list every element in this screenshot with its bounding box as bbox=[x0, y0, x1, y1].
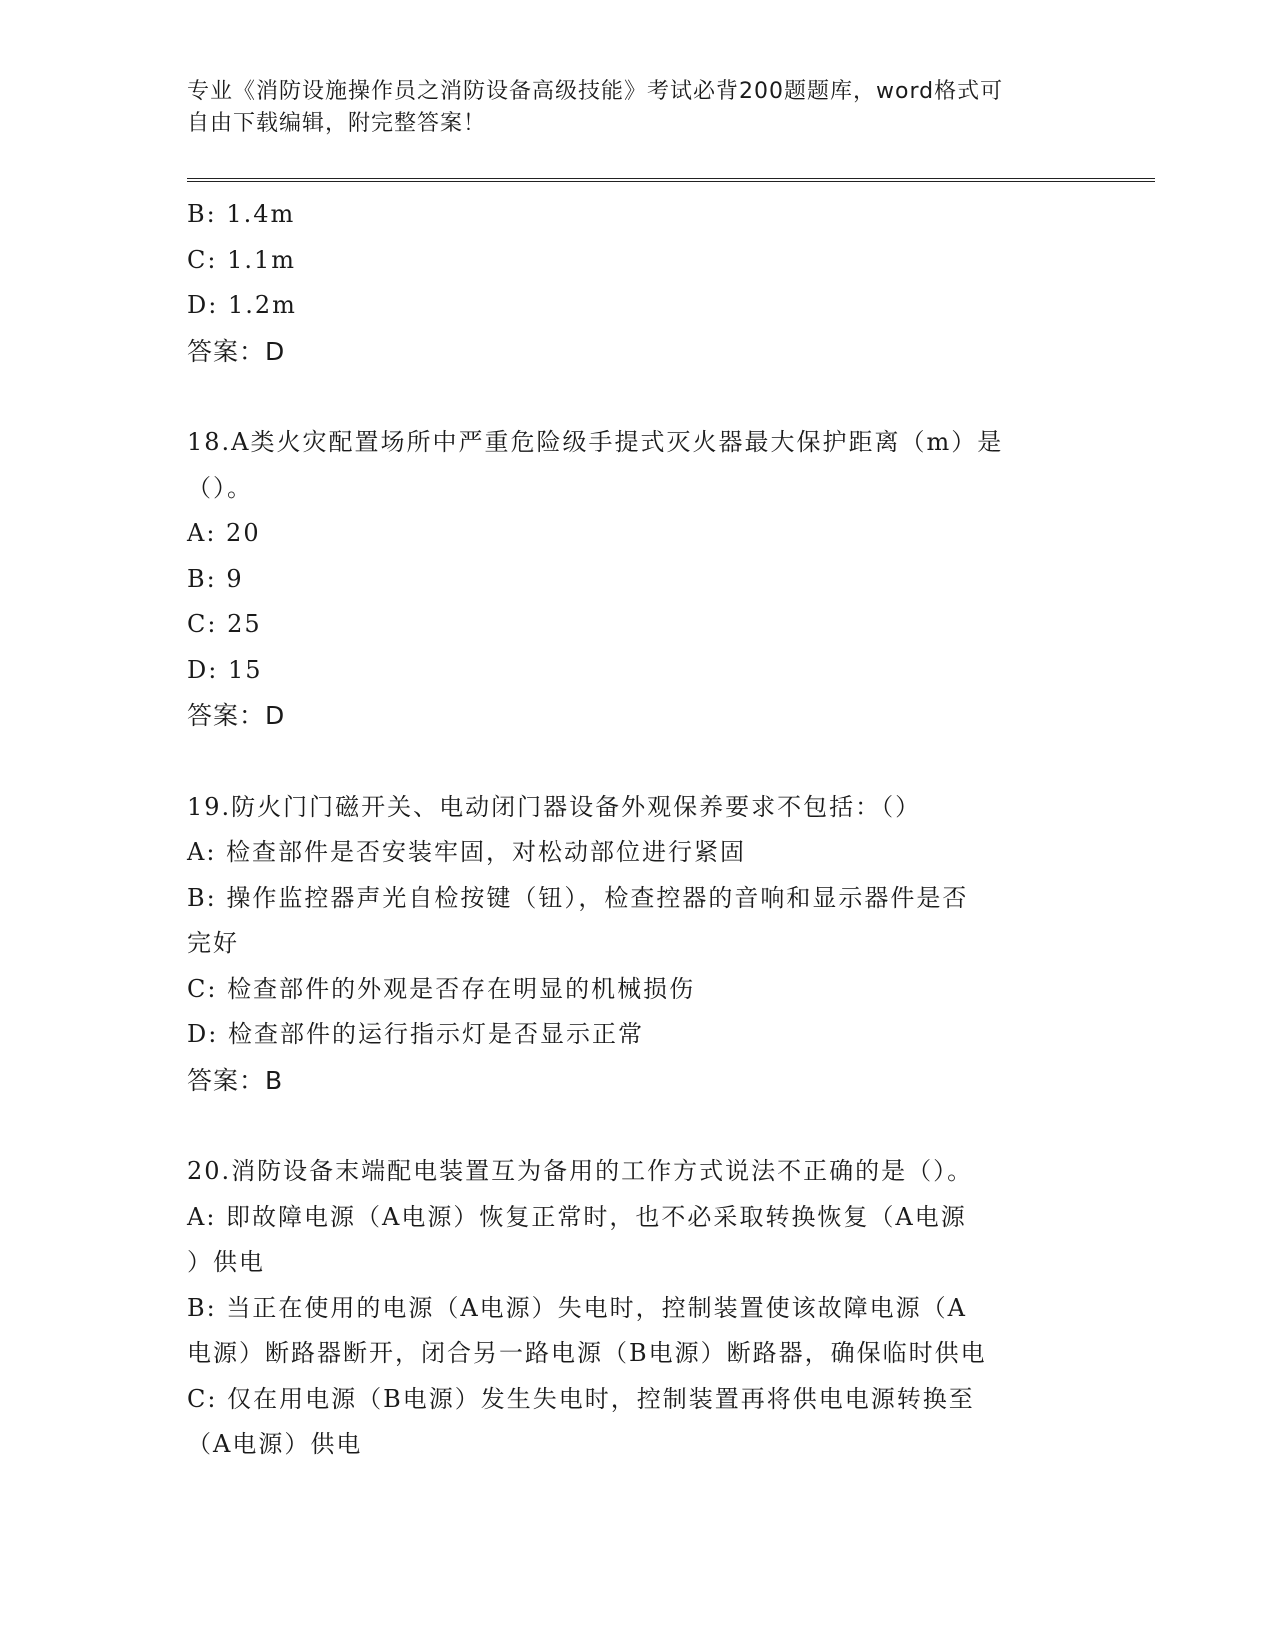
document-body bbox=[187, 192, 1087, 1468]
q18-option-d: D: 15 bbox=[187, 655, 263, 684]
q18-stem-line-1: 18.A类火灾配置场所中严重危险级手提式灭火器最大保护距离（m）是 bbox=[187, 428, 1004, 456]
q18-option-c: C: 25 bbox=[187, 610, 262, 638]
q20-option-a-line-1: A: 即故障电源（A电源）恢复正常时，也不必采取转换恢复（A电源 bbox=[187, 1202, 967, 1231]
spacer bbox=[187, 739, 1087, 785]
q20-option-c-line-1: C: 仅在用电源（B电源）发生失电时，控制装置再将供电电源转换至 bbox=[187, 1384, 975, 1413]
header-divider bbox=[187, 178, 1155, 182]
q17-answer: 答案：D bbox=[187, 336, 286, 366]
q19-option-b-line-2: 完好 bbox=[187, 929, 239, 957]
header-title-line-1: 专业《消防设施操作员之消防设备高级技能》考试必背200题题库，word格式可 bbox=[187, 79, 1004, 104]
q20-option-a-line-2: ）供电 bbox=[187, 1248, 265, 1276]
q20-stem: 20.消防设备末端配电装置互为备用的工作方式说法不正确的是（）。 bbox=[187, 1157, 974, 1185]
q20-option-b-line-2: 电源）断路器断开，闭合另一路电源（B电源）断路器，确保临时供电 bbox=[187, 1339, 987, 1367]
q17-option-d: D: 1.2m bbox=[187, 291, 297, 319]
q20-option-b-line-1: B: 当正在使用的电源（A电源）失电时，控制装置使该故障电源（A bbox=[187, 1293, 968, 1322]
spacer bbox=[187, 374, 1087, 420]
page-header bbox=[187, 76, 1087, 140]
q18-option-b: B: 9 bbox=[187, 564, 244, 593]
q18-option-a: A: 20 bbox=[187, 519, 261, 547]
q19-option-a: A: 检查部件是否安装牢固，对松动部位进行紧固 bbox=[187, 838, 747, 866]
question-17-tail bbox=[187, 192, 1087, 374]
q18-answer: 答案：D bbox=[187, 701, 286, 730]
q19-option-d: D: 检查部件的运行指示灯是否显示正常 bbox=[187, 1020, 644, 1048]
question-20 bbox=[187, 1149, 1087, 1468]
q17-option-c: C: 1.1m bbox=[187, 245, 297, 274]
q18-stem-line-2: （）。 bbox=[187, 473, 253, 502]
q19-stem: 19.防火门门磁开关、电动闭门器设备外观保养要求不包括：（） bbox=[187, 792, 922, 821]
q19-option-b-line-1: B: 操作监控器声光自检按键（钮），检查控器的音响和显示器件是否 bbox=[187, 883, 969, 912]
question-19 bbox=[187, 785, 1087, 1104]
question-18 bbox=[187, 420, 1087, 739]
q17-option-b: B: 1.4m bbox=[187, 200, 296, 228]
q19-answer: 答案：B bbox=[187, 1065, 284, 1095]
header-title-line-2: 自由下载编辑，附完整答案！ bbox=[187, 111, 487, 136]
spacer bbox=[187, 1103, 1087, 1149]
q19-option-c: C: 检查部件的外观是否存在明显的机械损伤 bbox=[187, 974, 696, 1003]
q20-option-c-line-2: （A电源）供电 bbox=[187, 1430, 363, 1458]
